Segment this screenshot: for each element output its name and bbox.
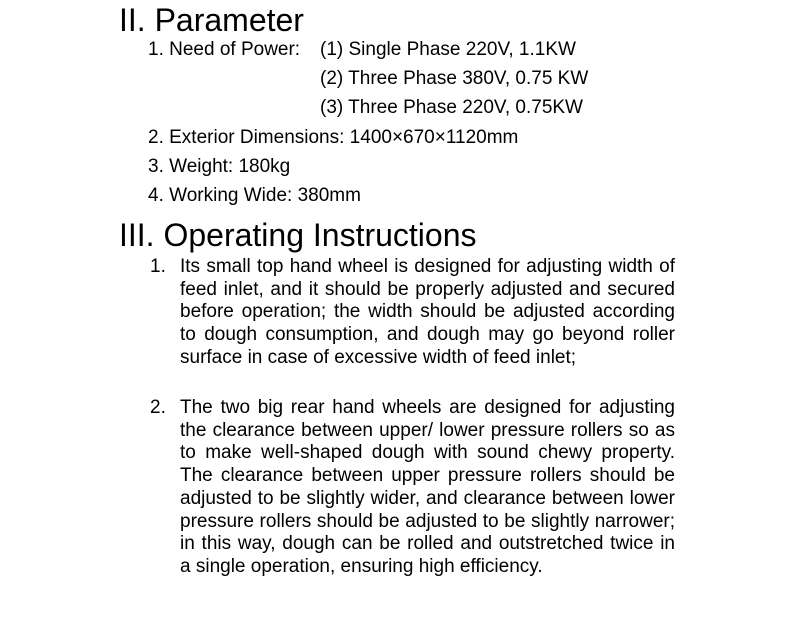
power-label: 1. Need of Power: [148,39,301,60]
instruction-2-number: 2. [150,397,166,418]
weight: 3. Weight: 180kg [148,156,291,177]
power-option-1: (1) Single Phase 220V, 1.1KW [320,39,576,60]
section-3-heading: III. Operating Instructions [119,217,477,253]
working-wide: 4. Working Wide: 380mm [148,185,361,206]
power-option-3: (3) Three Phase 220V, 0.75KW [320,97,583,118]
instruction-1-number: 1. [150,256,166,277]
section-2-heading: II. Parameter [119,2,304,38]
power-option-2: (2) Three Phase 380V, 0.75 KW [320,68,589,89]
exterior-dimensions: 2. Exterior Dimensions: 1400×670×1120mm [148,127,519,148]
instruction-1-text: Its small top hand wheel is designed for adjusting width of feed inlet, and it should be properly adjusted and secured before operation; the width should be adjusted according to dough consumption, and dough may go beyond roller surface in case of excessive width of feed inlet; [180,256,675,368]
instruction-2-text: The two big rear hand wheels are designed for adjusting the clearance between upper/ lower pressure rollers so as to make well-shaped dough with sound chewy property. The clearance between upper pressure rollers should be adjusted to be slightly wider, and clearance between lower pressure rollers should be adjusted to be slightly narrower; in this way, dough can be rolled and outstretched twice in a single operation, ensuring high efficiency. [180,397,675,577]
